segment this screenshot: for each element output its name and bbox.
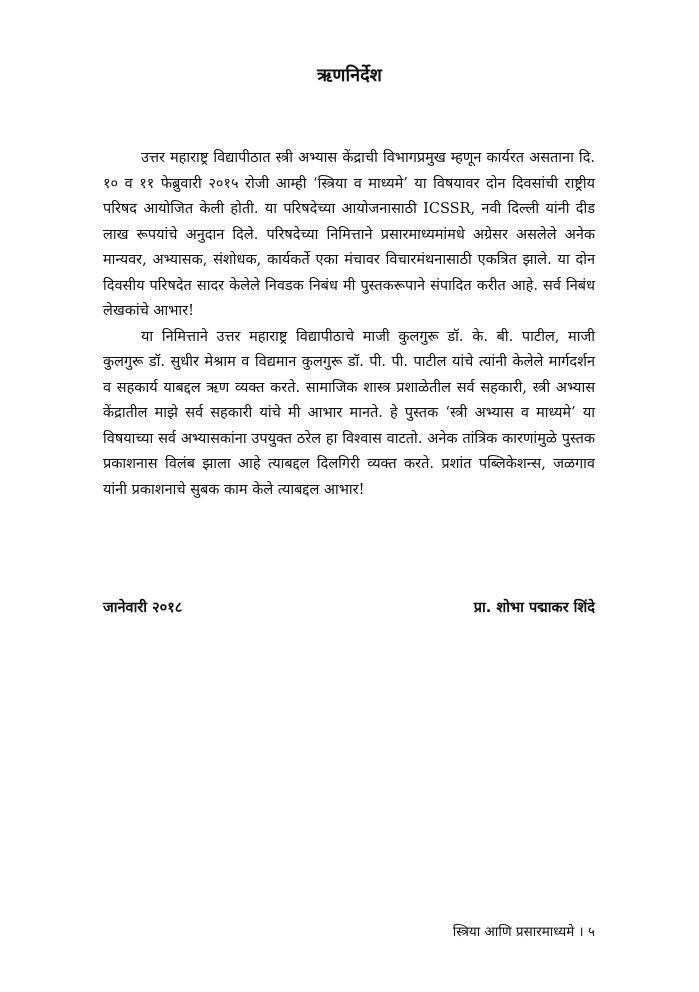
paragraph-1: उत्तर महाराष्ट्र विद्यापीठात स्त्री अभ्यास केंद्राची विभागप्रमुख म्हणून कार्यरत असताना दि. १० व ११ फेब्रुवारी २०१५ रोजी आम्ही ‘स्त्रिया व माध्यमे’ या विषयावर दोन दिवसांची राष्ट्रीय परिषद आयोजित केली होती. या परिषदेच्या आयोजनासाठी ICSSR, नवी दिल्ली यांनी दीड लाख रूपयांचे अनुदान दिले. परिषदेच्या निमित्ताने प्रसारमाध्यमांमधे अग्रेसर असलेले अनेक मान्यवर, अभ्यासक, संशोधक, कार्यकर्ते एका मंचावर विचारमंथनासाठी एकत्रित झाले. या दोन दिवसीय परिषदेत सादर केलेले निवडक निबंध मी पुस्तकरूपाने संपादित करीत आहे. सर्व निबंध लेखकांचे आभार!: [103, 150, 595, 319]
signature-row: [103, 596, 595, 620]
acknowledgement-body: [103, 146, 595, 503]
running-footer: स्त्रिया आणि प्रसारमाध्यमे । ५: [452, 924, 595, 940]
paragraph-2: या निमित्ताने उत्तर महाराष्ट्र विद्यापीठाचे माजी कुलगुरू डॉ. के. बी. पाटील, माजी कुलगुरू डॉ. सुधीर मेश्राम व विद्यमान कुलगुरू डॉ. पी. पी. पाटील यांचे त्यांनी केलेले मार्गदर्शन व सहकार्य याबद्दल ऋण व्यक्त करते. सामाजिक शास्त्र प्रशाळेतील सर्व सहकारी, स्त्री अभ्यास केंद्रातील माझे सर्व सहकारी यांचे मी आभार मानते. हे पुस्तक ‘स्त्री अभ्यास व माध्यमे’ या विषयाच्या सर्व अभ्यासकांना उपयुक्त ठरेल हा विश्वास वाटतो. अनेक तांत्रिक कारणांमुळे पुस्तक प्रकाशनास विलंब झाला आहे त्याबद्दल दिलगिरी व्यक्त करते. प्रशांत पब्लिकेशन्स, जळगाव यांनी प्रकाशनाचे सुबक काम केले त्याबद्दल आभार!: [103, 328, 595, 498]
signature-author: प्रा. शोभा पद्माकर शिंदे: [473, 600, 595, 616]
signature-date: जानेवारी २०१८: [103, 600, 183, 616]
page-title: ऋणनिर्देश: [317, 65, 382, 86]
